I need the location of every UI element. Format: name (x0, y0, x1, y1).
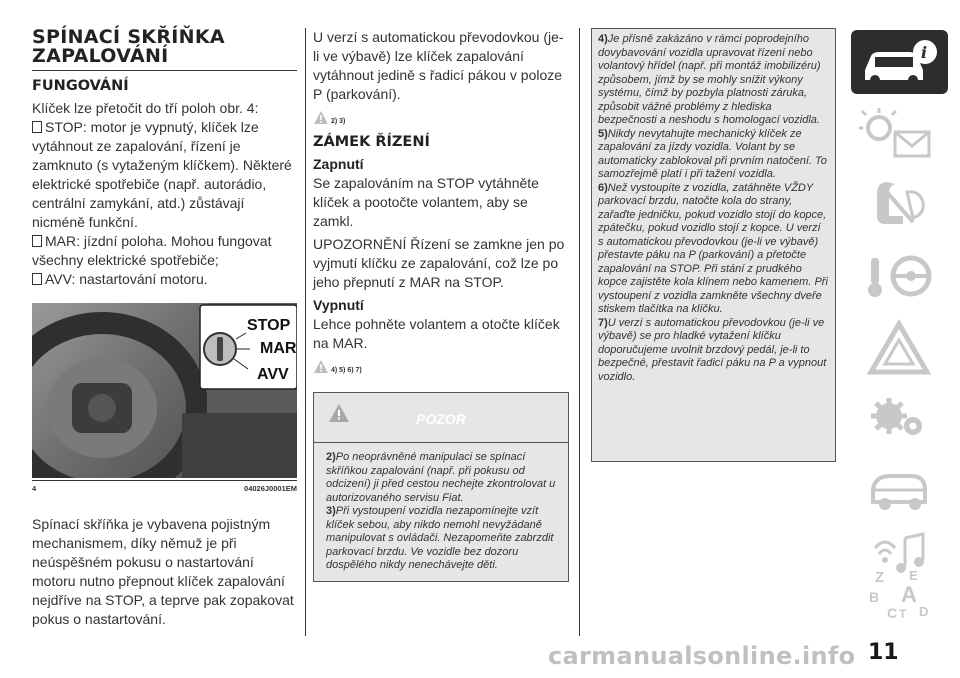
warning-header (314, 393, 568, 443)
column-right (591, 28, 836, 462)
warning-note: 7)U verzí s automatickou převodovkou (je-li ve výbavě) se pro hladké vytažení klíčku doporučujeme uvolnit brzdový pedál, je-li to bezpečné, přestavit řadicí páku na P a vypnout vozidlo. (598, 316, 827, 383)
watermark: carmanualsonline.info (548, 642, 856, 670)
figure-code: 04026J0001EM (244, 484, 297, 493)
checkbox-bullet-icon (32, 121, 42, 133)
warning-reference: 2) 3) (313, 110, 569, 125)
warning-box (313, 392, 569, 582)
column-left (32, 28, 297, 629)
warning-triangle-icon (313, 110, 329, 125)
warning-note: 2)Po neoprávněné manipulaci se spínací skříňkou zapalování (např. při pokusu od odcizení) ji před cestou nechejte zkontrolovat u autorizovaného servisu Fiat. (326, 451, 556, 504)
sidebar-tab-starting-driving[interactable] (851, 244, 948, 308)
column-divider (305, 28, 306, 636)
warning-lights-icon (851, 102, 948, 166)
warning-reference: 4) 5) 6) 7) (313, 359, 569, 374)
svg-text:Z: Z (875, 569, 885, 586)
subheading: Zapnutí (313, 156, 364, 172)
warning-note: 3)Při vystoupení vozidla nezapomínejte vzít klíček sebou, aby nikdo nemohl nevyžádaně manipulovat s ovládači. Nezapomeňte zabrzdit parkovací brzdu. Ve vozidle bez dozoru dospělého nikdy nenechávejte děti. (326, 505, 554, 571)
warning-note: 6)Než vystoupíte z vozidla, zatáhněte VŽDY parkovací brzdu, natočte kola do strany, zařaďte jedničku, pokud vozidlo stojí do kopce, zpátečku, pokud vozidlo stojí z kopce. U verzí s automatickou převodovkou (je-li ve výbavě) přestavte páku na P (parkování) a přetočte zapalování na STOP. Při stání z prudkého kopce zajistěte kola klínem nebo kamenem. Při vystoupení z vozidla zamkněte všechny dveře stiskem tlačítka na klíčku. (598, 181, 828, 315)
svg-text:B: B (869, 589, 880, 605)
paragraph: Lehce pohněte volantem a otočte klíček na MAR. (313, 316, 560, 351)
section-title-line1: SPÍNACÍ SKŘÍŇKA (32, 26, 225, 48)
warning-body (314, 443, 568, 581)
paragraph: Spínací skříňka je vybavena pojistným mechanismem, díky němuž je při neúspěšném pokusu o nastartování motoru nutno přepnout klíček zapalování nejdříve na STOP, a teprve pak zopakovat pokus o nastartování. (32, 516, 294, 627)
sidebar-tab-index[interactable] (851, 564, 948, 624)
maintenance-icon (851, 386, 948, 450)
svg-text:D: D (919, 604, 929, 619)
list-item: STOP: motor je vypnutý, klíček lze vytáhnout ze zapalování, řízení je zamknuto (s vytaženým klíčkem). Některé elektrické spotřebiče (např. autorádio, centrální zamykání, atd.) zůstávají nicméně funkční. (32, 119, 292, 230)
subheading: Vypnutí (313, 297, 364, 313)
figure-caption (32, 484, 297, 493)
list-item: MAR: jízdní poloha. Mohou fungovat všechny elektrické spotřebiče; (32, 233, 272, 268)
warning-note: 4)Je přísně zakázáno v rámci poprodejního dovybavování vozidla upravovat řízení nebo volantový hřídel (např. při montáž imobilizéru) způsobem, jímž by se mohly snížit výkony systému, čímž by pozbyla platnosti záruka, způsobit vážné problémy z hlediska bezpečnosti a neshodu s homologací vozidla. (598, 33, 821, 126)
checkbox-bullet-icon (32, 235, 42, 247)
title-rule (32, 70, 297, 71)
sidebar-tab-maintenance[interactable] (851, 386, 948, 450)
sidebar-tab-emergency[interactable] (851, 316, 948, 380)
list-item: AVV: nastartování motoru. (32, 270, 297, 289)
figure-number: 4 (32, 484, 37, 493)
sidebar-tab-technical-data[interactable] (851, 458, 948, 522)
technical-data-icon (851, 458, 948, 522)
warning-continuation-box (591, 28, 836, 462)
ignition-photo (32, 303, 297, 478)
sidebar-tab-car-info[interactable] (851, 30, 948, 94)
paragraph: Se zapalováním na STOP vytáhněte klíček a pootočte volantem, aby se zamkl. (313, 175, 539, 229)
stop-label: STOP (247, 317, 291, 334)
mar-label: MAR (260, 340, 297, 357)
warning-title: POZOR (416, 411, 466, 427)
emergency-icon (851, 316, 948, 380)
svg-text:E: E (909, 568, 918, 583)
page-number: 11 (868, 640, 899, 665)
paragraph: U verzí s automatickou převodovkou (je-li ve výbavě) lze klíček zapalování vytáhnout jedině s řadicí pákou v poloze P (parkování). (313, 29, 564, 102)
starting-driving-icon (851, 244, 948, 308)
checkbox-bullet-icon (32, 273, 42, 285)
warning-triangle-icon (313, 359, 329, 374)
paragraph: UPOZORNĚNÍ Řízení se zamkne jen po vyjmutí klíčku ze zapalování, což lze po jeho přepnutí z MAR na STOP. (313, 236, 565, 290)
svg-text:i: i (921, 43, 928, 62)
column-divider (579, 28, 580, 636)
svg-text:C: C (887, 605, 898, 621)
ignition-illustration (32, 303, 297, 478)
avv-label: AVV (257, 366, 289, 383)
svg-text:A: A (901, 582, 917, 607)
caption-rule (32, 480, 297, 481)
index-icon (851, 564, 948, 624)
warning-note: 5)Nikdy nevytahujte mechanický klíček ze zapalování za jízdy vozidla. Volant by se automaticky zablokoval při prvním natočení. To samozřejmě platí i při tažení vozidla. (598, 127, 827, 180)
sidebar-tab-warning-lights[interactable] (851, 102, 948, 166)
intro-text: Klíček lze přetočit do tří poloh obr. 4: (32, 100, 259, 116)
car-info-icon (851, 30, 948, 94)
subsection-title: FUNGOVÁNÍ (32, 78, 129, 94)
seat-safety-icon (851, 172, 948, 236)
section-heading: ZÁMEK ŘÍZENÍ (313, 134, 430, 150)
column-middle (313, 28, 569, 582)
section-title-line2: ZAPALOVÁNÍ (32, 45, 169, 67)
sidebar-tab-safety[interactable] (851, 172, 948, 236)
svg-text:T: T (899, 607, 907, 621)
